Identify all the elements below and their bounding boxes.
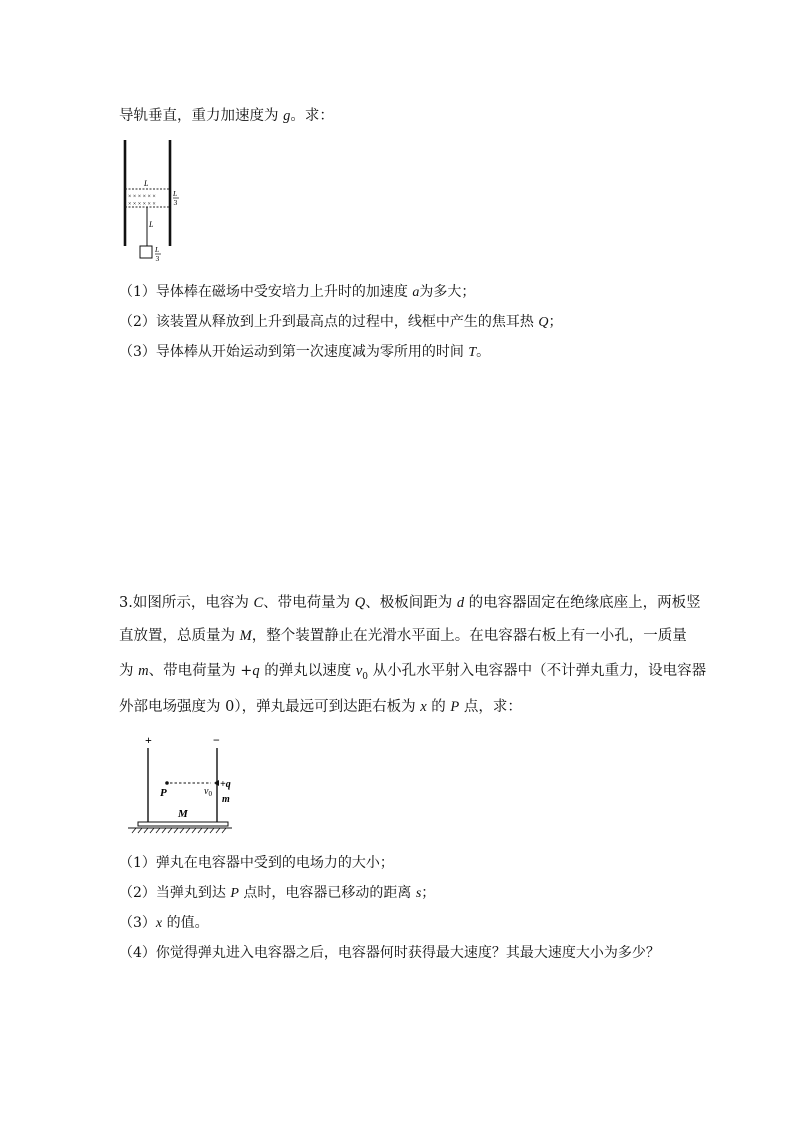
label-box-num: L <box>155 245 160 254</box>
q2-sub1 <box>119 281 475 301</box>
q3-text: 、极板间距为 <box>365 595 457 611</box>
point-P-dot <box>165 781 169 785</box>
var-v0: v <box>355 663 363 679</box>
q3-line3 <box>119 659 706 682</box>
q3-line2 <box>119 624 687 645</box>
q3-sub3-tail: 的值。 <box>162 915 209 931</box>
field-crosses-row2: × × × × × × <box>128 201 156 208</box>
label-L3-den: 3 <box>173 198 178 207</box>
q2-intro-text: 导轨垂直，重力加速度为 <box>119 108 284 124</box>
q3-sub2-text: 点时，电容器已移动的距离 <box>238 885 416 901</box>
label-v0-v: v <box>204 786 209 797</box>
var-v0-sub: 0 <box>362 671 368 682</box>
var-q: q <box>252 663 260 679</box>
bullet <box>215 781 219 785</box>
var-P: P <box>450 699 460 715</box>
label-L3-num: L <box>173 189 178 198</box>
label-L-rod: L <box>149 220 154 229</box>
var-Q: Q <box>538 315 549 330</box>
q3-sub2-tail: ； <box>421 885 436 901</box>
var-x: x <box>420 699 427 715</box>
var-P: P <box>230 886 239 901</box>
q3-text: 的 <box>426 699 451 715</box>
q3-text: 从小孔水平射入电容器中（不计弹丸重力，设电容器 <box>368 663 707 679</box>
q2-intro <box>119 104 334 125</box>
label-L-top: L <box>144 179 149 188</box>
q2-intro-tail: 。求： <box>290 108 334 124</box>
q3-text: 外部电场强度为 0），弹丸最远可到达距右板为 <box>119 699 421 715</box>
label-M: M <box>178 808 188 820</box>
label-box-den: 3 <box>155 254 160 263</box>
q3-line1 <box>119 591 701 612</box>
label-v0-sub: 0 <box>208 790 212 798</box>
label-P: P <box>160 787 167 799</box>
q3-text: 、带电荷量为 + <box>148 663 253 679</box>
q2-sub3-text: （3）导体棒从开始运动到第一次速度减为零所用的时间 <box>119 344 469 360</box>
q3-text: 3.如图所示，电容为 <box>119 595 254 611</box>
rail-figure <box>118 136 190 264</box>
field-crosses-row1: × × × × × × <box>128 194 156 200</box>
var-M: M <box>239 628 252 644</box>
q3-text: 、带电荷量为 <box>263 595 355 611</box>
label-mass: m <box>222 794 230 805</box>
q3-sub2-text: （2）当弹丸到达 <box>119 885 231 901</box>
label-charge: +q <box>220 779 231 790</box>
minus-sign: − <box>213 733 220 747</box>
q2-sub1-text: （1）导体棒在磁场中受安培力上升时的加速度 <box>119 284 413 300</box>
var-g: g <box>283 108 291 124</box>
var-a: a <box>412 285 420 300</box>
var-d: d <box>456 595 465 611</box>
var-m: m <box>138 663 149 679</box>
hanging-box <box>140 246 152 258</box>
q2-sub2 <box>119 311 562 331</box>
capacitor-figure <box>124 730 234 834</box>
plus-sign: + <box>145 733 152 747</box>
q3-sub3 <box>119 912 209 932</box>
q3-text: 为 <box>119 663 139 679</box>
q3-text: 的弹丸以速度 <box>259 663 356 679</box>
base-plate <box>138 822 228 826</box>
q3-text: 直放置，总质量为 <box>119 628 240 644</box>
q3-text: ，整个装置静止在光滑水平面上。在电容器右板上有一小孔，一质量 <box>251 628 687 644</box>
q2-sub3 <box>119 341 490 361</box>
q3-sub2 <box>119 882 435 902</box>
q3-line4 <box>119 695 522 716</box>
q3-sub3-text: （3） <box>119 915 156 931</box>
q2-sub2-tail: ； <box>548 314 563 330</box>
var-x: x <box>155 916 163 931</box>
label-v0 <box>204 786 212 798</box>
ground-hatch <box>132 828 226 833</box>
q2-sub3-tail: 。 <box>476 344 491 360</box>
var-s: s <box>415 886 422 901</box>
q2-sub1-tail: 为多大； <box>419 284 476 300</box>
q3-sub1: （1）弹丸在电容器中受到的电场力的大小； <box>119 855 394 871</box>
q3-sub4: （4）你觉得弹丸进入电容器之后，电容器何时获得最大速度？其最大速度大小为多少？ <box>119 945 660 961</box>
var-T: T <box>468 345 477 360</box>
q3-text: 点，求： <box>459 699 522 715</box>
var-Q: Q <box>354 595 366 611</box>
var-C: C <box>253 595 264 611</box>
q3-text: 的电容器固定在绝缘底座上，两板竖 <box>464 595 701 611</box>
q2-sub2-text: （2）该装置从释放到上升到最高点的过程中，线框中产生的焦耳热 <box>119 314 539 330</box>
